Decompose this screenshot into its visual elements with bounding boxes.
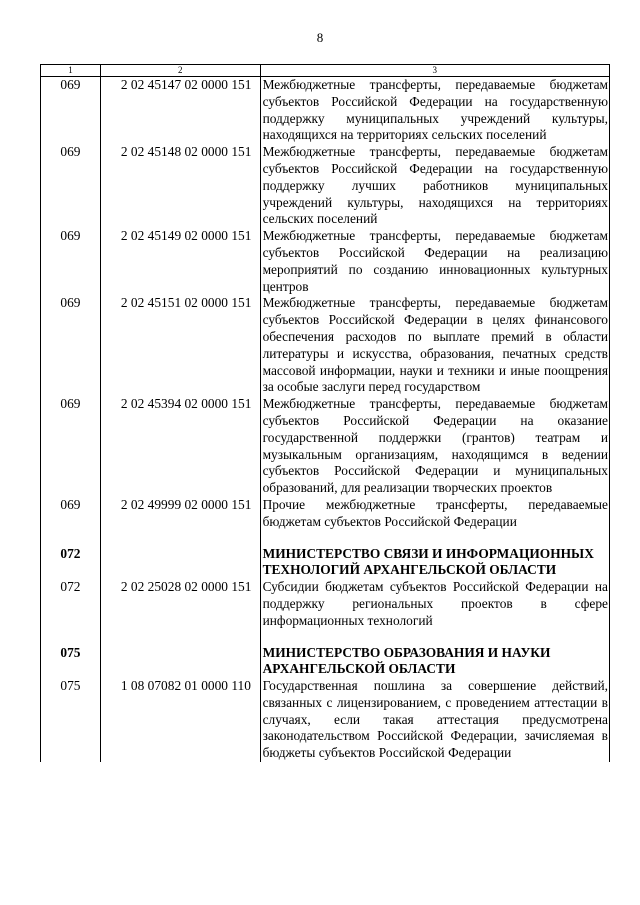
budget-class-code: 1 08 07082 01 0000 110 bbox=[100, 678, 260, 762]
table-row bbox=[41, 228, 610, 295]
table-row bbox=[41, 497, 610, 531]
revenue-description: Прочие межбюджетные трансферты, передаваемые бюджетам субъектов Российской Федерации bbox=[260, 497, 609, 531]
budget-class-code: 2 02 45394 02 0000 151 bbox=[100, 396, 260, 497]
revenue-description: Межбюджетные трансферты, передаваемые бюджетам субъектов Российской Федерации на оказание государственной поддержки (грантов) театрам и музыкальным организациям, находящимся в ведении субъектов Российской Федерации и муниципальных образований, для реализации творческих проектов bbox=[260, 396, 609, 497]
admin-code: 069 bbox=[41, 295, 101, 396]
revenue-description: Межбюджетные трансферты, передаваемые бюджетам субъектов Российской Федерации на государственную поддержку муниципальных учреждений культуры, находящихся на территориях сельских поселений bbox=[260, 77, 609, 145]
admin-code: 069 bbox=[41, 497, 101, 531]
page-number: 8 bbox=[316, 30, 324, 45]
budget-class-code bbox=[100, 531, 260, 580]
budget-codes-table bbox=[40, 64, 610, 762]
ministry-code: 072 bbox=[41, 531, 101, 580]
admin-code: 072 bbox=[41, 579, 101, 629]
budget-class-code bbox=[100, 630, 260, 679]
column-header-2: 2 bbox=[100, 65, 260, 77]
ministry-title: МИНИСТЕРСТВО СВЯЗИ И ИНФОРМАЦИОННЫХ ТЕХНОЛОГИЙ АРХАНГЕЛЬСКОЙ ОБЛАСТИ bbox=[260, 531, 609, 580]
revenue-description: Межбюджетные трансферты, передаваемые бюджетам субъектов Российской Федерации на государственную поддержку лучших работников муниципальных учреждений культуры, находящихся на территориях сельских поселений bbox=[260, 144, 609, 228]
column-header-1: 1 bbox=[41, 65, 101, 77]
admin-code: 075 bbox=[41, 678, 101, 762]
table-row bbox=[41, 295, 610, 396]
ministry-title: МИНИСТЕРСТВО ОБРАЗОВАНИЯ И НАУКИ АРХАНГЕЛЬСКОЙ ОБЛАСТИ bbox=[260, 630, 609, 679]
table-row bbox=[41, 579, 610, 629]
revenue-description: Субсидии бюджетам субъектов Российской Федерации на поддержку региональных проектов в сфере информационных технологий bbox=[260, 579, 609, 629]
revenue-description: Межбюджетные трансферты, передаваемые бюджетам субъектов Российской Федерации в целях финансового обеспечения расходов по выплате премий в области литературы и искусства, образования, печатных средств массовой информации, науки и техники и иные поощрения за особые заслуги перед государством bbox=[260, 295, 609, 396]
budget-class-code: 2 02 45149 02 0000 151 bbox=[100, 228, 260, 295]
table-row bbox=[41, 77, 610, 145]
ministry-section-row bbox=[41, 630, 610, 679]
ministry-code: 075 bbox=[41, 630, 101, 679]
column-header-3: 3 bbox=[260, 65, 609, 77]
budget-class-code: 2 02 45148 02 0000 151 bbox=[100, 144, 260, 228]
budget-class-code: 2 02 49999 02 0000 151 bbox=[100, 497, 260, 531]
admin-code: 069 bbox=[41, 396, 101, 497]
ministry-section-row bbox=[41, 531, 610, 580]
budget-class-code: 2 02 25028 02 0000 151 bbox=[100, 579, 260, 629]
table-header-row bbox=[41, 65, 610, 77]
revenue-description: Государственная пошлина за совершение действий, связанных с лицензированием, с проведением аттестации в случаях, если такая аттестация предусмотрена законодательством Российской Федерации, зачисляемая в бюджеты субъектов Российской Федерации bbox=[260, 678, 609, 762]
table-row bbox=[41, 144, 610, 228]
table-row bbox=[41, 678, 610, 762]
table-row bbox=[41, 396, 610, 497]
admin-code: 069 bbox=[41, 144, 101, 228]
budget-class-code: 2 02 45147 02 0000 151 bbox=[100, 77, 260, 145]
revenue-description: Межбюджетные трансферты, передаваемые бюджетам субъектов Российской Федерации на реализацию мероприятий по созданию инновационных культурных центров bbox=[260, 228, 609, 295]
admin-code: 069 bbox=[41, 77, 101, 145]
admin-code: 069 bbox=[41, 228, 101, 295]
budget-class-code: 2 02 45151 02 0000 151 bbox=[100, 295, 260, 396]
